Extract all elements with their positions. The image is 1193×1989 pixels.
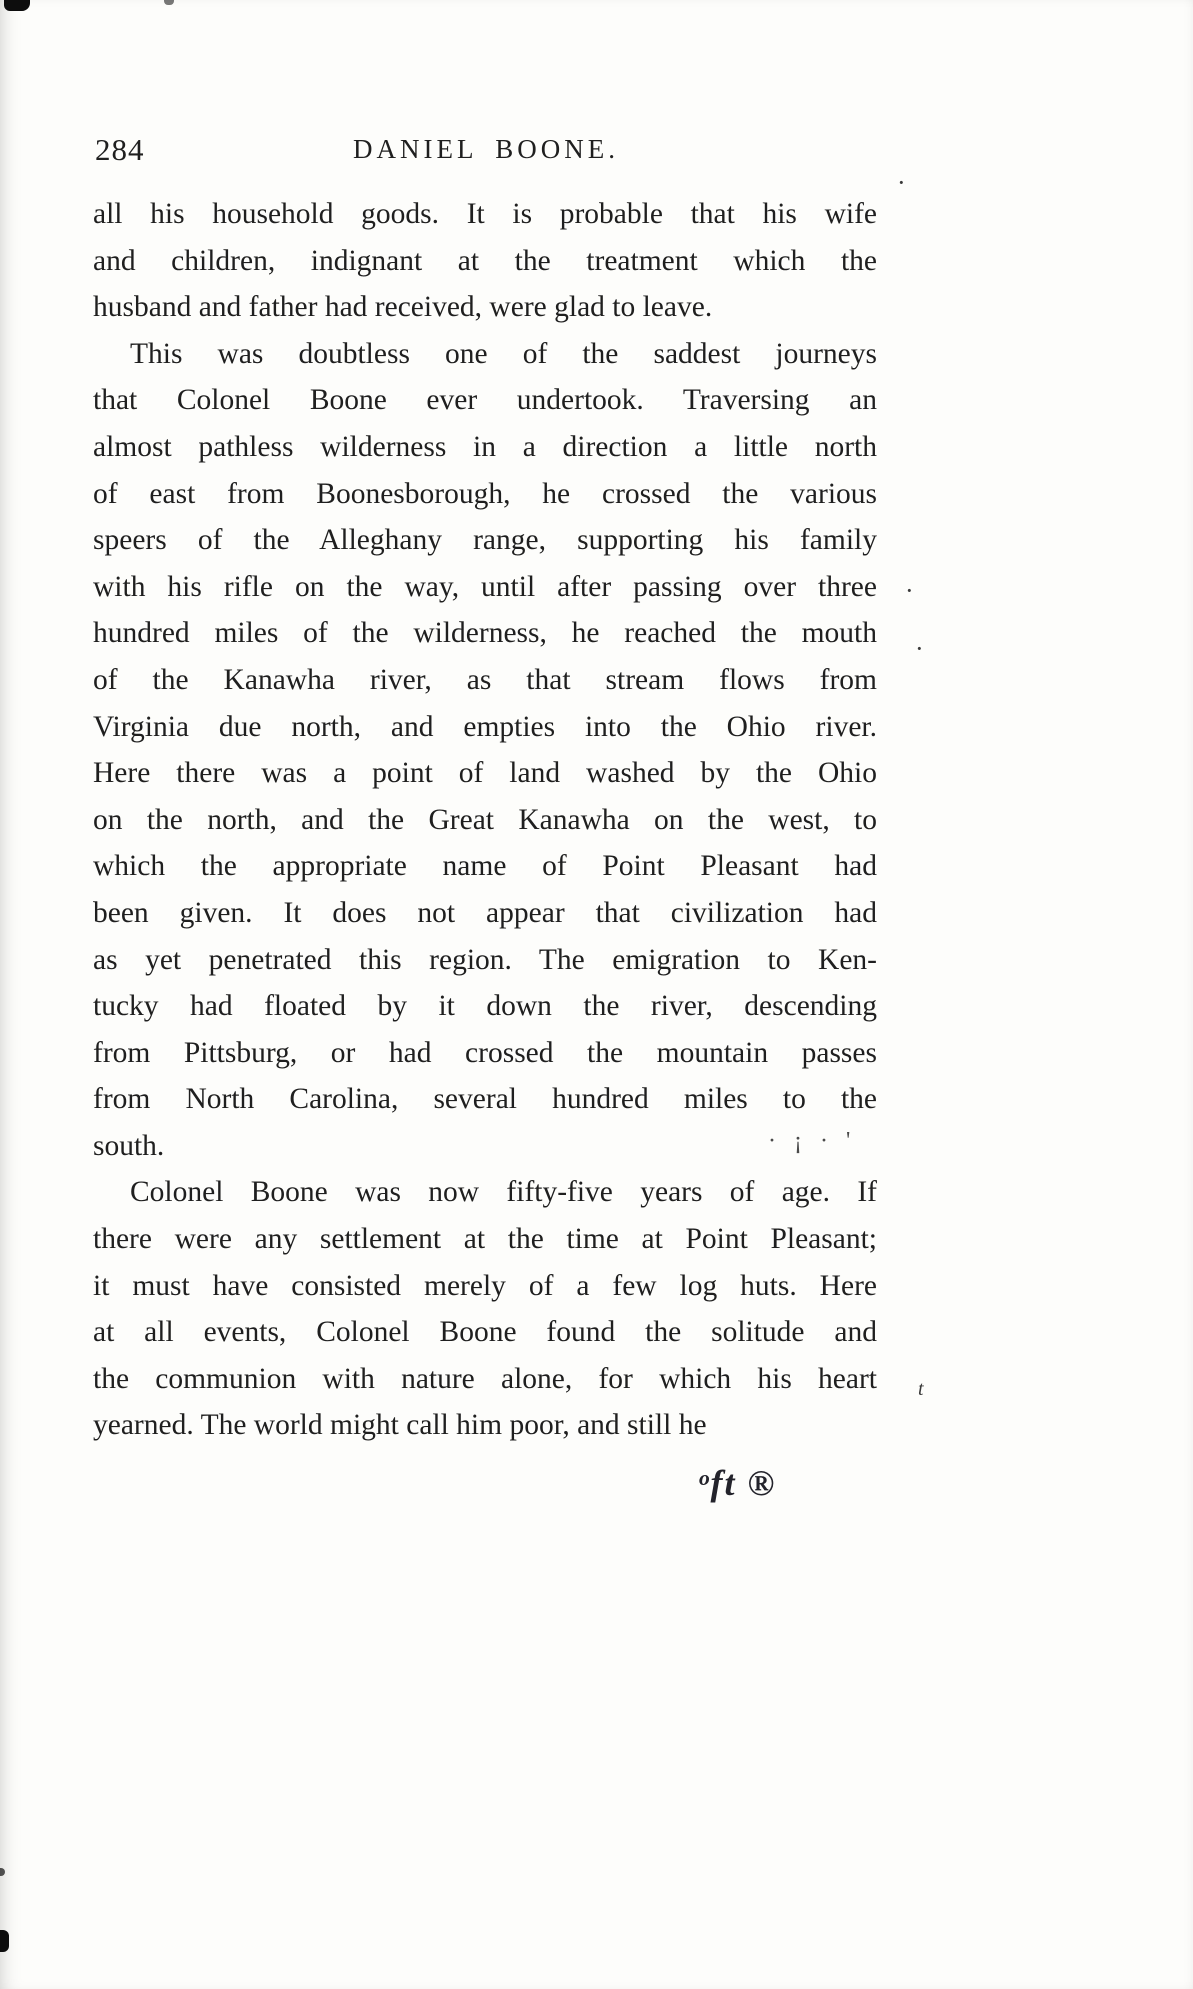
text-line: Colonel Boone was now fifty-five years of age. If <box>130 1176 877 1209</box>
text-line: there were any settlement at the time at Point Pleasant; <box>93 1223 877 1256</box>
text-line: almost pathless wilderness in a direction a little north <box>93 430 877 463</box>
running-header-title: DANIEL BOONE. <box>353 134 619 164</box>
page-header <box>95 128 877 172</box>
scan-artifact <box>0 1868 5 1876</box>
text-line: hundred miles of the wilderness, he reached the mouth <box>93 617 877 650</box>
text-line: that Colonel Boone ever undertook. Traversing an <box>93 384 877 417</box>
text-line: of the Kanawha river, as that stream flows from <box>93 663 877 696</box>
text-line: been given. It does not appear that civilization had <box>93 896 877 929</box>
text-line: from Pittsburg, or had crossed the mountain passes <box>93 1036 877 1069</box>
text-line: which the appropriate name of Point Pleasant had <box>93 850 877 883</box>
pen-dot-marks: · ¡ · ' <box>768 1128 857 1154</box>
text-line: as yet penetrated this region. The emigration to Ken- <box>93 943 877 976</box>
text-line: yearned. The world might call him poor, and still he <box>93 1409 707 1442</box>
text-line: it must have consisted merely of a few log huts. Here <box>93 1269 877 1302</box>
text-line: This was doubtless one of the saddest journeys <box>130 337 877 370</box>
text-line: with his rifle on the way, until after passing over three <box>93 570 877 603</box>
scan-artifact <box>164 0 174 5</box>
scan-artifact <box>4 0 30 11</box>
scan-speck: t <box>918 1378 924 1400</box>
text-line: the communion with nature alone, for which his heart <box>93 1362 877 1395</box>
text-line: Virginia due north, and empties into the Ohio river. <box>93 710 877 743</box>
text-line: on the north, and the Great Kanawha on the west, to <box>93 803 877 836</box>
page-body <box>93 191 877 1449</box>
text-line: Here there was a point of land washed by the Ohio <box>93 757 877 790</box>
scan-speck: · <box>897 168 906 197</box>
text-line: of east from Boonesborough, he crossed the various <box>93 477 877 510</box>
text-line: all his household goods. It is probable that his wife <box>93 198 877 230</box>
scan-speck: · <box>915 634 924 663</box>
text-line: husband and father had received, were glad to leave. <box>93 291 713 324</box>
text-line: south. <box>93 1129 165 1162</box>
text-line: speers of the Alleghany range, supporting his family <box>93 524 877 557</box>
text-line: from North Carolina, several hundred miles to the <box>93 1083 877 1116</box>
scan-artifact <box>0 1930 9 1952</box>
text-line: and children, indignant at the treatment which the <box>93 244 877 277</box>
scan-speck: · <box>905 576 914 605</box>
page-number: 284 <box>95 132 145 167</box>
handwritten-mark: ᵒft ® <box>698 1463 777 1503</box>
text-line: tucky had floated by it down the river, descending <box>93 990 877 1023</box>
text-line: at all events, Colonel Boone found the solitude and <box>93 1316 877 1349</box>
